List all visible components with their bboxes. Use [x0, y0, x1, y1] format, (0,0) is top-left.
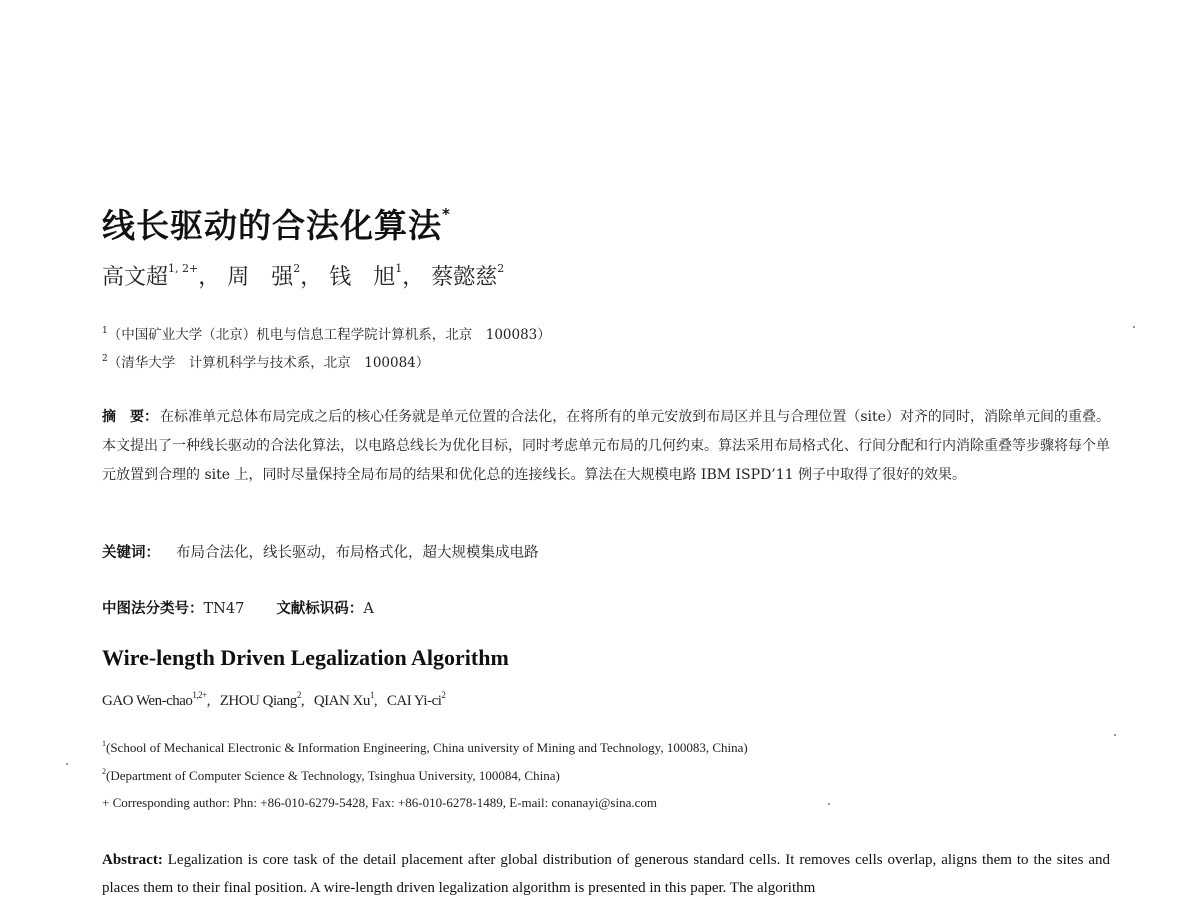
paper-title-cn [102, 200, 451, 247]
scan-speck [828, 803, 830, 805]
affiliation-text: (School of Mechanical Electronic & Information Engineering, China university of Mining and Technology, 100083, China) [106, 740, 748, 755]
affiliation-cn-2 [102, 351, 429, 371]
keywords-cn-label: 关键词： [102, 545, 160, 561]
scan-speck [66, 763, 68, 765]
affiliation-cn-1 [102, 323, 551, 343]
doc-code-value: A [363, 601, 374, 617]
affiliation-sup: 1 [102, 739, 106, 748]
keywords-cn [102, 541, 539, 562]
affiliation-text: （中国矿业大学（北京）机电与信息工程学院计算机系，北京 100083） [107, 327, 551, 343]
paper-title-en: Wire-length Driven Legalization Algorithm [102, 645, 509, 670]
corresponding-author: + Corresponding author: Phn: +86-010-6279-5428, Fax: +86-010-6278-1489, E-mail: conanayi@sina.com [102, 795, 657, 810]
abstract-en [102, 846, 1110, 902]
author-en-sup: 2 [441, 690, 446, 700]
affiliation-en-1 [102, 739, 748, 756]
author-en-sup: 1 [369, 690, 374, 700]
classification-line [102, 597, 374, 618]
author-cn: 钱 旭 [329, 265, 396, 290]
author-cn: 蔡懿慈 [431, 265, 498, 290]
author-en-sup: 2 [296, 690, 301, 700]
author-en: ZHOU Qiang [219, 693, 297, 709]
abstract-en-label: Abstract: [102, 852, 163, 868]
affiliation-sup: 1 [102, 326, 108, 336]
author-en-sup: 1,2+ [192, 690, 207, 700]
affiliation-sup: 2 [102, 354, 108, 364]
abstract-en-text: Legalization is core task of the detail placement after global distribution of generous standard cells. It removes cells overlap, aligns them to the sites and places them to their final position. A wire-length driven legalization algorithm is presented in this paper. The algorithm [102, 852, 1110, 896]
affiliation-en-2 [102, 767, 560, 784]
author-cn: 周 强 [227, 265, 294, 290]
clc-label: 中图法分类号： [102, 601, 204, 617]
abstract-cn-text: 在标准单元总体布局完成之后的核心任务就是单元位置的合法化，在将所有的单元安放到布局区并且与合理位置（site）对齐的同时，消除单元间的重叠。本文提出了一种线长驱动的合法化算法，以电路总线长为优化目标，同时考虑单元布局的几何约束。算法采用布局格式化、行间分配和行内消除重叠等步骤将每个单元放置到合理的 site 上，同时尽量保持全局布局的结果和优化总的连接线长。算法在大规模电路 IBM ISPD’11 例子中取得了很好的效果。 [102, 409, 1110, 483]
author-cn-sup: 2 [497, 262, 505, 275]
doc-code-label: 文献标识码： [276, 601, 364, 617]
authors-cn: 高文超$^{1, 2+}$， 周 强$^2$， 钱 旭$^1$， 蔡懿慈$^2$ [102, 262, 505, 290]
title-footnote-mark: * [442, 205, 451, 223]
title-cn-text: 线长驱动的合法化算法 [102, 206, 442, 245]
keywords-cn-text: 布局合法化，线长驱动，布局格式化，超大规模集成电路 [176, 545, 539, 561]
author-en: QIAN Xu [313, 693, 370, 709]
scan-speck [1114, 734, 1116, 736]
author-cn-sup: 1, 2+ [168, 262, 199, 275]
scan-speck [1133, 326, 1135, 328]
author-cn-sup: 2 [293, 262, 301, 275]
affiliation-text: (Department of Computer Science & Technology, Tsinghua University, 100084, China) [106, 768, 560, 783]
author-cn: 高文超 [102, 265, 169, 290]
authors-en: GAO Wen-chao$^{1,2+}$, ZHOU Qiang$^2$, QIAN Xu$^1$, CAI $Yi-ci^2$ [102, 690, 446, 709]
author-cn-sup: 1 [395, 262, 403, 275]
affiliation-text: （清华大学 计算机科学与技术系，北京 100084） [107, 355, 430, 371]
affiliation-sup: 2 [102, 767, 106, 776]
clc-value: TN47 [203, 601, 245, 617]
abstract-cn [102, 403, 1110, 490]
author-en: CAI Yi-ci [386, 693, 442, 709]
author-en: GAO Wen-chao [102, 693, 193, 709]
abstract-cn-label: 摘 要： [102, 409, 159, 425]
